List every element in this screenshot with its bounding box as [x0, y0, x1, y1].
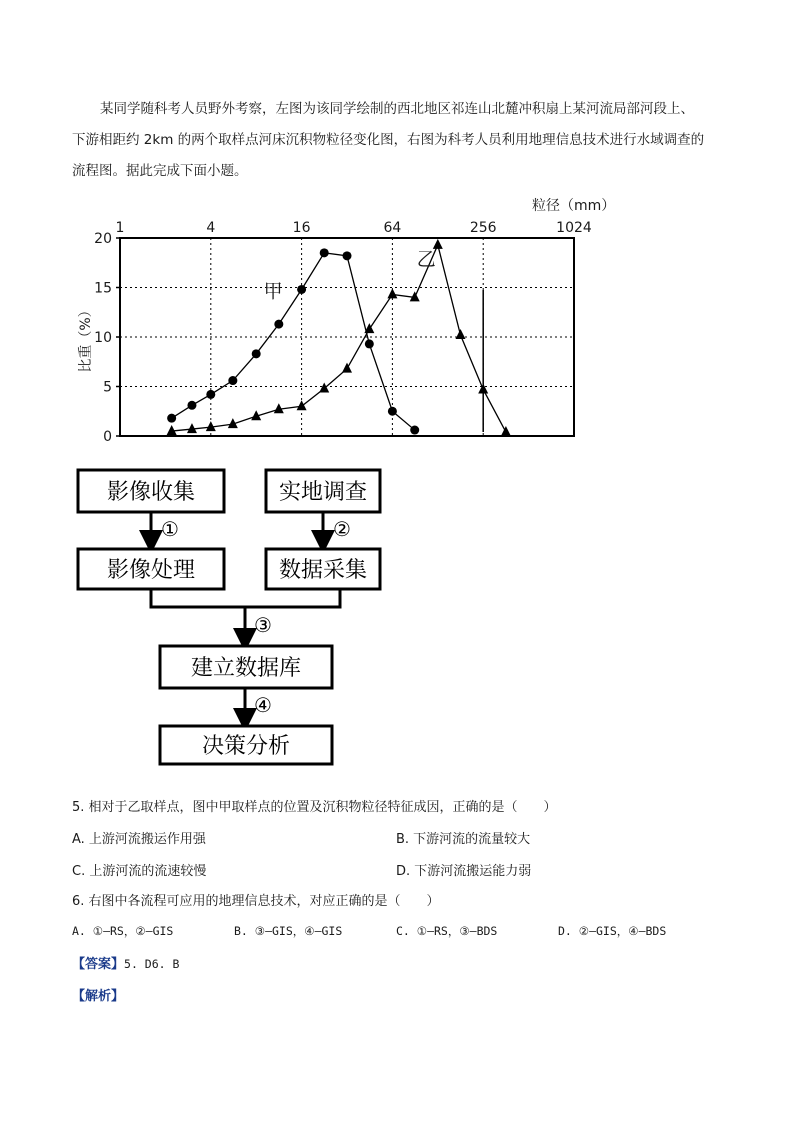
data-point-甲	[187, 401, 196, 410]
image-process-label: 影像处理	[106, 558, 196, 583]
data-point-甲	[410, 426, 419, 435]
y-tick-label: 0	[103, 429, 112, 445]
question-6-option-a: A. ①—RS，②—GIS	[72, 924, 174, 938]
x-tick-label: 256	[469, 220, 497, 236]
data-point-甲	[274, 320, 283, 329]
x-tick-label: 1024	[556, 220, 592, 236]
x-tick-label: 1	[115, 220, 125, 236]
x-tick-label: 16	[292, 220, 311, 236]
intro-paragraph	[72, 94, 732, 187]
intro-line-2: 下游相距约 2km 的两个取样点河床沉积物粒径变化图，右图为科考人员利用地理信息技术进行水域调查的	[72, 132, 705, 148]
survey-flowchart	[60, 462, 390, 772]
data-point-甲	[228, 376, 237, 385]
intro-line-1: 某同学随科考人员野外考察，左图为该同学绘制的西北地区祁连山北麓冲积扇上某河流局部河段上、	[100, 101, 694, 117]
series-line-甲	[172, 253, 415, 430]
data-collect-label: 数据采集	[278, 558, 368, 583]
merge-connector	[151, 589, 340, 607]
y-axis-label: 比重（%）	[78, 303, 94, 373]
series-label: 乙	[416, 248, 436, 271]
y-tick-label: 10	[94, 330, 112, 346]
data-point-甲	[343, 251, 352, 260]
database-label: 建立数据库	[190, 656, 302, 681]
answer-text: 5. D6. B	[124, 957, 180, 971]
x-tick-label: 64	[383, 220, 402, 236]
decision-label: 决策分析	[201, 734, 291, 759]
y-tick-label: 20	[94, 231, 112, 247]
data-point-乙	[297, 400, 307, 410]
data-point-甲	[320, 248, 329, 257]
data-point-乙	[387, 288, 397, 298]
data-point-乙	[478, 383, 488, 393]
analysis-line	[72, 985, 124, 1004]
data-point-乙	[167, 425, 177, 435]
data-point-甲	[252, 349, 261, 358]
data-point-甲	[365, 339, 374, 348]
analysis-label: 【解析】	[72, 989, 125, 1004]
data-point-甲	[206, 390, 215, 399]
intro-line-3: 流程图。据此完成下面小题。	[72, 163, 248, 179]
question-6-option-b: B. ③—GIS，④—GIS	[234, 924, 343, 938]
chart-series	[167, 239, 511, 436]
data-point-乙	[433, 239, 443, 249]
data-point-乙	[319, 382, 329, 392]
data-point-乙	[501, 426, 511, 436]
field-survey-label: 实地调查	[278, 480, 368, 505]
step-3-marker: ③	[254, 613, 272, 637]
series-line-乙	[172, 245, 506, 432]
question-5-option-d: D. 下游河流搬运能力弱	[396, 864, 532, 879]
y-tick-label: 15	[94, 280, 112, 297]
question-6-stem: 6. 右图中各流程可应用的地理信息技术，对应正确的是（ ）	[72, 894, 440, 909]
question-5-option-b: B. 下游河流的流量较大	[396, 832, 531, 847]
question-6-option-c: C. ①—RS，③—BDS	[396, 924, 498, 938]
step-4-marker: ④	[254, 693, 272, 717]
x-axis-label: 粒径（mm）	[532, 198, 616, 214]
x-tick-label: 4	[206, 220, 216, 236]
grain-size-chart	[60, 190, 616, 452]
series-label: 甲	[263, 280, 283, 303]
data-point-甲	[297, 285, 306, 294]
question-5-option-a: A. 上游河流搬运作用强	[72, 832, 206, 847]
data-point-甲	[388, 407, 397, 416]
step-1-marker: ①	[161, 517, 179, 541]
question-6-option-d: D. ②—GIS，④—BDS	[558, 924, 667, 938]
step-2-marker: ②	[333, 517, 351, 541]
question-5-stem: 5. 相对于乙取样点，图中甲取样点的位置及沉积物粒径特征成因，正确的是（ ）	[72, 800, 557, 815]
answer-line	[72, 953, 179, 972]
data-point-乙	[342, 363, 352, 373]
image-collect-label: 影像收集	[106, 480, 196, 505]
data-point-乙	[455, 329, 465, 339]
question-5-option-c: C. 上游河流的流速较慢	[72, 864, 207, 879]
answer-label: 【答案】	[72, 957, 125, 972]
y-tick-label: 5	[103, 379, 112, 396]
data-point-甲	[167, 414, 176, 423]
